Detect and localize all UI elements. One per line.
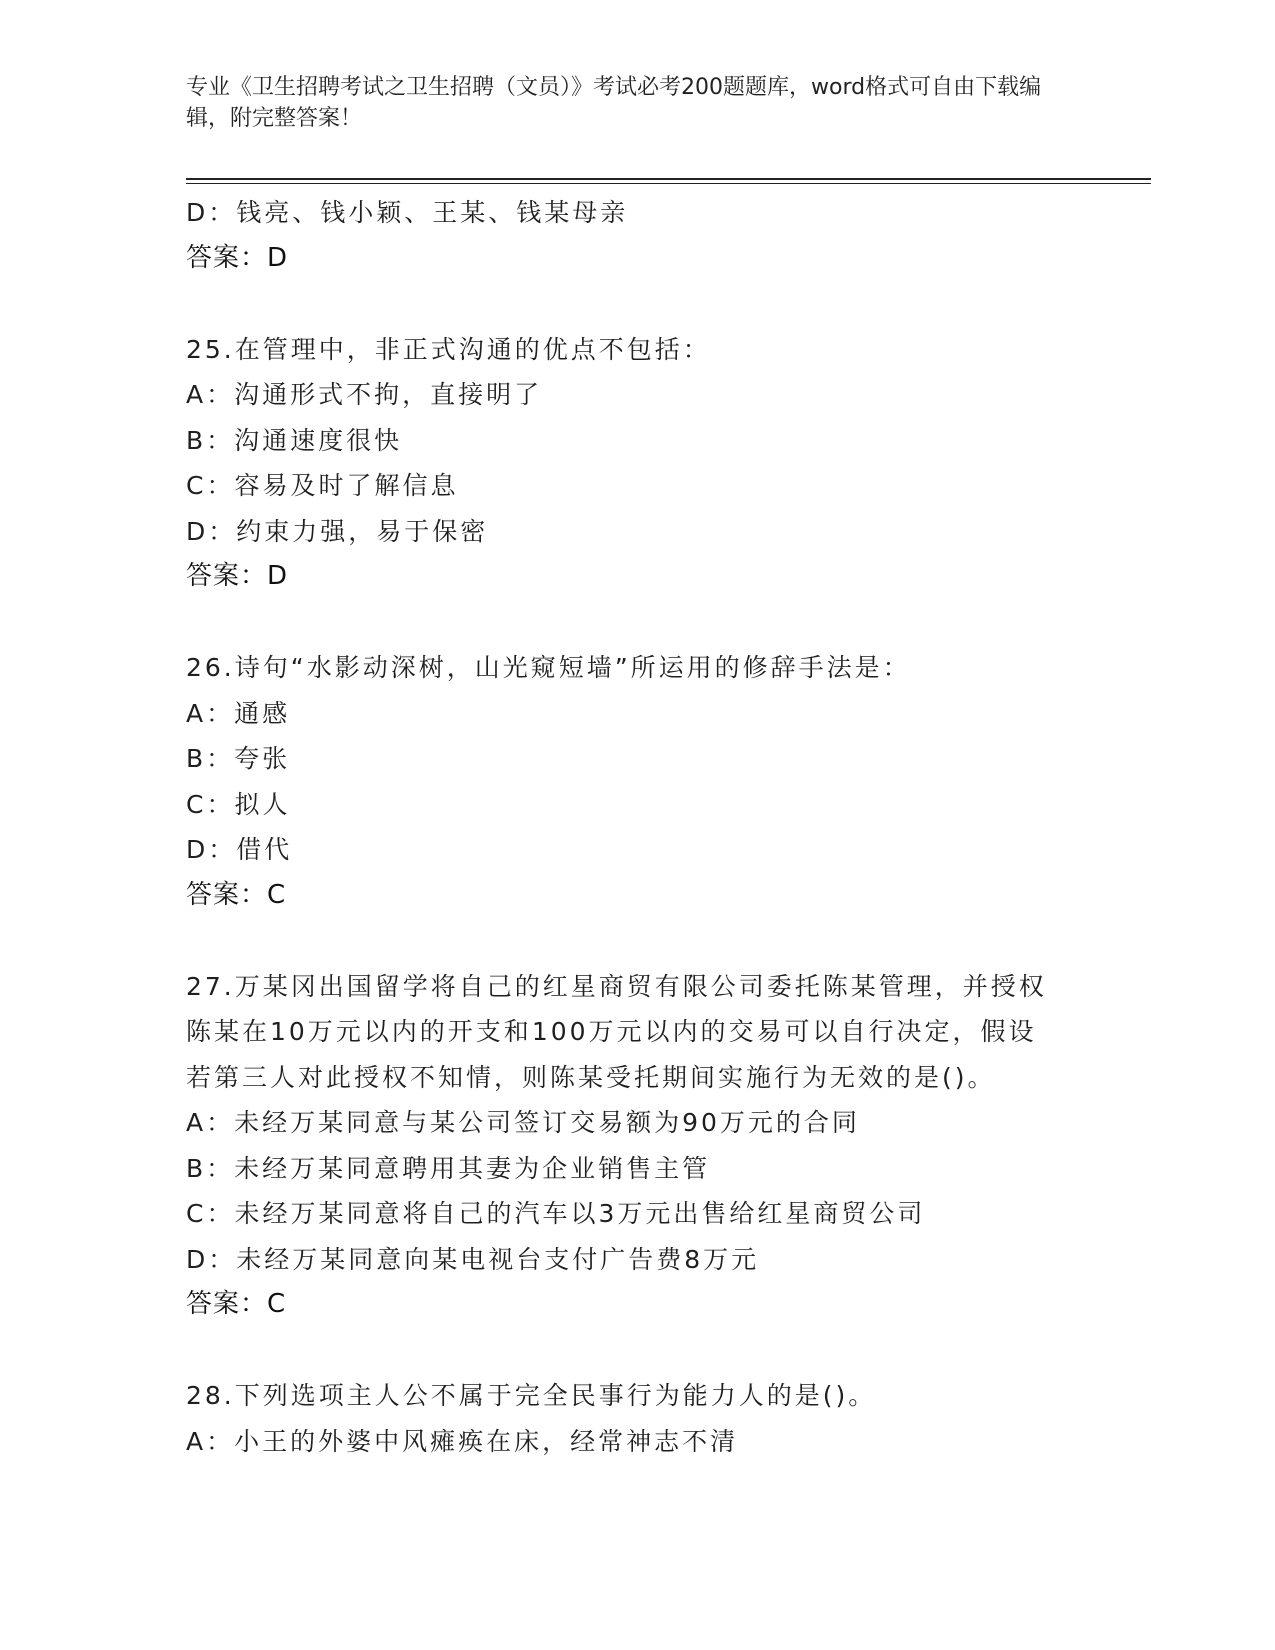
option-line: C：容易及时了解信息 <box>186 471 459 500</box>
question-text: 27.万某冈出国留学将自己的红星商贸有限公司委托陈某管理，并授权 <box>186 971 1047 1001</box>
question-text: 28.下列选项主人公不属于完全民事行为能力人的是()。 <box>186 1381 877 1410</box>
option-line: B：沟通速度很快 <box>186 425 403 455</box>
option-line: A：沟通形式不拘，直接明了 <box>186 380 543 409</box>
option-line: D：钱亮、钱小颖、王某、钱某母亲 <box>186 198 629 227</box>
page-header: 专业《卫生招聘考试之卫生招聘（文员）》考试必考200题题库，word格式可自由下载编辑，附完整答案！ <box>186 75 1042 131</box>
question-text: 陈某在10万元以内的开支和100万元以内的交易可以自行决定，假设 <box>186 1017 1037 1046</box>
answer-line: 答案：C <box>186 1289 287 1319</box>
question-text: 25.在管理中，非正式沟通的优点不包括： <box>186 334 711 364</box>
block-spacer <box>186 918 1086 964</box>
option-line: C：未经万某同意将自己的汽车以3万元出售给红星商贸公司 <box>186 1199 926 1228</box>
option-line: C：拟人 <box>186 789 291 819</box>
option-line: D：约束力强，易于保密 <box>186 516 489 546</box>
header-divider-thin <box>186 183 1151 184</box>
header-divider-thick <box>186 178 1151 180</box>
option-line: D：借代 <box>186 835 293 864</box>
question-list <box>186 190 1086 1464</box>
block-spacer <box>186 600 1086 646</box>
answer-line: 答案：C <box>186 879 287 910</box>
option-line: A：未经万某同意与某公司签订交易额为90万元的合同 <box>186 1108 860 1137</box>
answer-line: 答案：D <box>186 242 289 273</box>
option-line: B：未经万某同意聘用其妻为企业销售主管 <box>186 1153 711 1183</box>
answer-line: 答案：D <box>186 561 289 591</box>
block-spacer <box>186 281 1086 327</box>
question-text: 若第三人对此授权不知情，则陈某受托期间实施行为无效的是()。 <box>186 1062 996 1092</box>
question-text: 26.诗句“水影动深树，山光窥短墙”所运用的修辞手法是： <box>186 653 911 682</box>
option-line: A：通感 <box>186 698 291 728</box>
option-line: A：小王的外婆中风瘫痪在床，经常神志不清 <box>186 1426 739 1456</box>
option-line: D：未经万某同意向某电视台支付广告费8万元 <box>186 1244 760 1274</box>
option-line: B：夸张 <box>186 744 291 773</box>
block-spacer <box>186 1328 1086 1374</box>
